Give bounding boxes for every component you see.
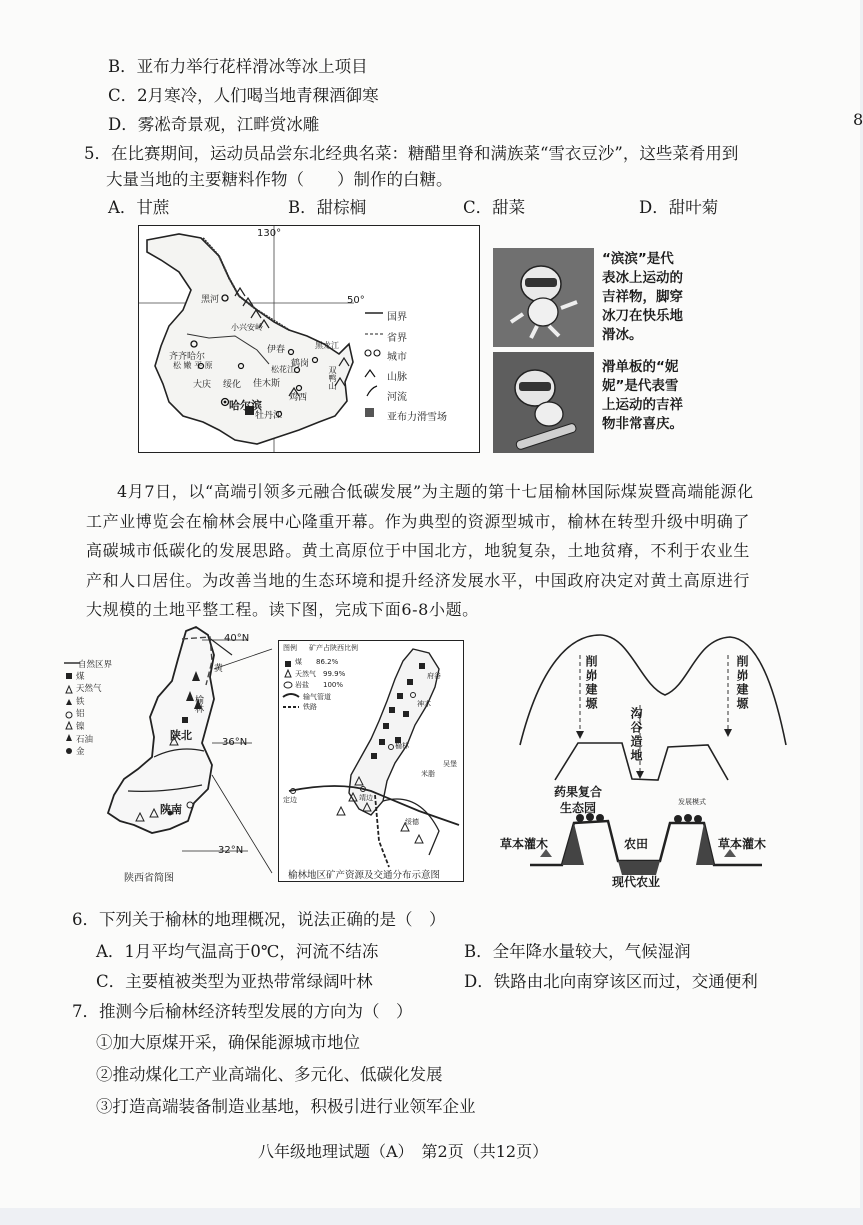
legend-oil: 石油 [76, 735, 94, 745]
binbin-description [602, 250, 683, 345]
mascot-binbin-image [493, 248, 594, 347]
binbin-line: 冰刀在快乐地 [602, 308, 683, 324]
label-development-mode: 发展模式 [678, 798, 706, 806]
q6-option-d: D．铁路由北向南穿该区而过，交通便利 [464, 972, 758, 991]
label-gully: 沟谷造地 [629, 707, 643, 763]
binbin-figure [493, 248, 594, 347]
nini-line: 滑单板的“妮 [602, 359, 679, 375]
legend-nickel: 镍 [76, 722, 85, 732]
passage-line: 高碳城市低碳化的发展思路。黄土高原位于中国北方，地貌复杂，土地贫瘠，不利于农业生 [86, 541, 751, 560]
label-grass-right: 草本灌木 [718, 837, 767, 851]
passage-line: 4月7日，以“高端引领多元融合低碳发展”为主题的第十七届榆林国际煤炭暨高端能源化 [117, 482, 754, 501]
yulin-legend-title: 图例 [283, 644, 297, 652]
legend-city: 城市 [387, 352, 407, 363]
label-cut-left: 削峁建塬 [584, 655, 598, 711]
q5-stem-line2: 大量当地的主要糖料作物（ ）制作的白糖。 [106, 170, 453, 189]
label-32n: 32°N [218, 845, 244, 856]
label-modern-agriculture: 现代农业 [612, 875, 661, 889]
mascot-nini-image [493, 352, 594, 453]
q5-option-d: D．甜叶菊 [639, 198, 719, 217]
legend-aluminum: 铝 [76, 709, 85, 719]
label-shuangyashan: 双鸭山 [328, 366, 337, 390]
legend-iron: 铁 [76, 697, 85, 707]
label-mudanjiang: 牡丹江 [255, 411, 283, 421]
label-eco-garden-2: 生态园 [560, 801, 597, 815]
label-dingbian: 定边 [283, 796, 297, 804]
land-leveling-diagram [500, 625, 790, 890]
yulin-legend-coal: 煤 86.2% [295, 658, 339, 666]
q6-option-c: C．主要植被类型为亚热带常绿阔叶林 [96, 972, 373, 991]
legend-gas: 天然气 [76, 684, 102, 694]
q4-option-b: B．亚布力举行花样滑冰等冰上项目 [108, 57, 368, 76]
q7-item-1: ①加大原煤开采，确保能源城市地位 [96, 1033, 360, 1052]
legend-natural-boundary: 自然区界 [78, 660, 113, 670]
label-cut-right: 削峁建塬 [735, 655, 749, 711]
label-40n: 40°N [224, 633, 250, 644]
q5-option-c: C．甜菜 [463, 198, 526, 217]
label-jixi: 鸡西 [289, 393, 308, 403]
label-songnen: 松 嫩 平 原 [173, 361, 213, 370]
q7-stem: 7．推测今后榆林经济转型发展的方向为（ ） [72, 1002, 413, 1021]
label-harbin: 哈尔滨 [229, 399, 262, 412]
label-shannan: 陕南 [160, 803, 182, 816]
label-wubu: 吴堡 [443, 760, 457, 768]
label-shenmu: 神木 [417, 700, 431, 708]
label-yulin: 榆林 [193, 695, 203, 713]
label-heilongjiang-river: 黑龙江 [315, 341, 339, 350]
label-grass-left: 草本灌木 [500, 837, 549, 851]
label-daqing: 大庆 [193, 380, 212, 390]
edge-page-mark: 8 [853, 110, 863, 129]
nini-line: 上运动的吉祥 [602, 397, 683, 413]
shaanxi-map-caption: 陕西省简图 [124, 873, 174, 884]
nini-description [602, 358, 683, 434]
q6-option-b: B．全年降水量较大，气候湿润 [464, 942, 691, 961]
label-xiaoxinganling: 小兴安岭 [231, 323, 263, 332]
legend-coal: 煤 [76, 672, 85, 682]
map-longitude-label: 130° [257, 228, 282, 239]
passage-line: 产和人口居住。为改善当地的生态环境和提升经济发展水平，中国政府决定对黄土高原进行 [86, 570, 751, 590]
page-footer: 八年级地理试题（A） 第2页（共12页） [258, 1142, 549, 1161]
legend-yabuli: 亚布力滑雪场 [387, 412, 447, 423]
q6-option-a: A．1月平均气温高于0℃，河流不结冻 [96, 942, 379, 961]
label-farmland: 农田 [624, 837, 649, 851]
map-latitude-label: 50° [347, 295, 365, 306]
q7-item-3: ③打造高端装备制造业基地，积极引进行业领军企业 [96, 1097, 476, 1116]
shaanxi-map [62, 625, 272, 883]
q5-stem-line1: 5．在比赛期间，运动员品尝东北经典名菜：糖醋里脊和满族菜“雪衣豆沙”，这些菜肴用到 [84, 144, 739, 163]
legend-border: 国界 [387, 312, 407, 323]
label-jiamusi: 佳木斯 [253, 379, 281, 389]
q6-stem: 6．下列关于榆林的地理概况，说法正确的是（ ） [72, 910, 446, 929]
label-suihua: 绥化 [223, 380, 242, 390]
yulin-legend-pipeline: 输气管道 [303, 693, 331, 701]
binbin-line: 滑冰。 [602, 327, 643, 343]
nini-line: 物非常喜庆。 [602, 416, 683, 432]
label-yulin-city: 榆林 [395, 742, 409, 750]
label-hegang: 鹤岗 [291, 359, 310, 369]
q5-option-b: B．甜棕榈 [288, 198, 367, 217]
legend-gold: 金 [76, 747, 85, 757]
label-qiqihar: 齐齐哈尔 [169, 352, 206, 362]
label-heihe: 黑河 [201, 295, 220, 305]
yulin-map-caption: 榆林地区矿产资源及交通分布示意图 [288, 870, 441, 881]
yulin-map [278, 640, 464, 882]
q4-option-c: C．2月寒冷，人们喝当地青稞酒御寒 [108, 86, 379, 105]
binbin-line: 表冰上运动的 [602, 270, 683, 286]
legend-province-border: 省界 [387, 333, 407, 344]
label-36n: 36°N [222, 737, 248, 748]
label-suide: 绥德 [405, 818, 419, 826]
legend-mountain: 山脉 [387, 372, 407, 383]
nini-line: 妮”是代表雪 [602, 378, 679, 394]
label-songhua-river: 松花江 [271, 365, 295, 374]
material-passage [86, 477, 786, 625]
label-eco-garden-1: 药果复合 [554, 785, 603, 799]
nini-figure [493, 352, 594, 453]
q5-option-a: A．甘蔗 [108, 198, 170, 217]
heilongjiang-map [138, 225, 480, 453]
yulin-legend-header: 矿产占陕西比例 [309, 644, 358, 652]
binbin-line: “滨滨”是代 [602, 251, 674, 267]
legend-river: 河流 [387, 392, 407, 403]
yulin-legend-railway: 铁路 [303, 703, 317, 711]
q4-option-d: D．雾凇奇景观，江畔赏冰雕 [108, 115, 320, 134]
binbin-line: 吉祥物，脚穿 [602, 289, 683, 305]
label-jingbian: 靖边 [359, 794, 373, 802]
yulin-legend-gas: 天然气 99.9% [295, 670, 346, 678]
passage-line: 大规模的土地平整工程。读下图，完成下面6-8小题。 [86, 600, 479, 619]
label-mizhi: 米脂 [421, 770, 435, 778]
label-fugu: 府谷 [427, 672, 441, 680]
label-huang: 黄 [214, 664, 224, 674]
yulin-legend-salt: 岩盐 100% [295, 681, 344, 689]
label-yichun: 伊春 [267, 345, 286, 355]
label-shanbei: 陕北 [170, 729, 192, 742]
q7-item-2: ②推动煤化工产业高端化、多元化、低碳化发展 [96, 1065, 443, 1084]
passage-line: 工产业博览会在榆林会展中心隆重开幕。作为典型的资源型城市，榆林在转型升级中明确了 [86, 511, 751, 531]
